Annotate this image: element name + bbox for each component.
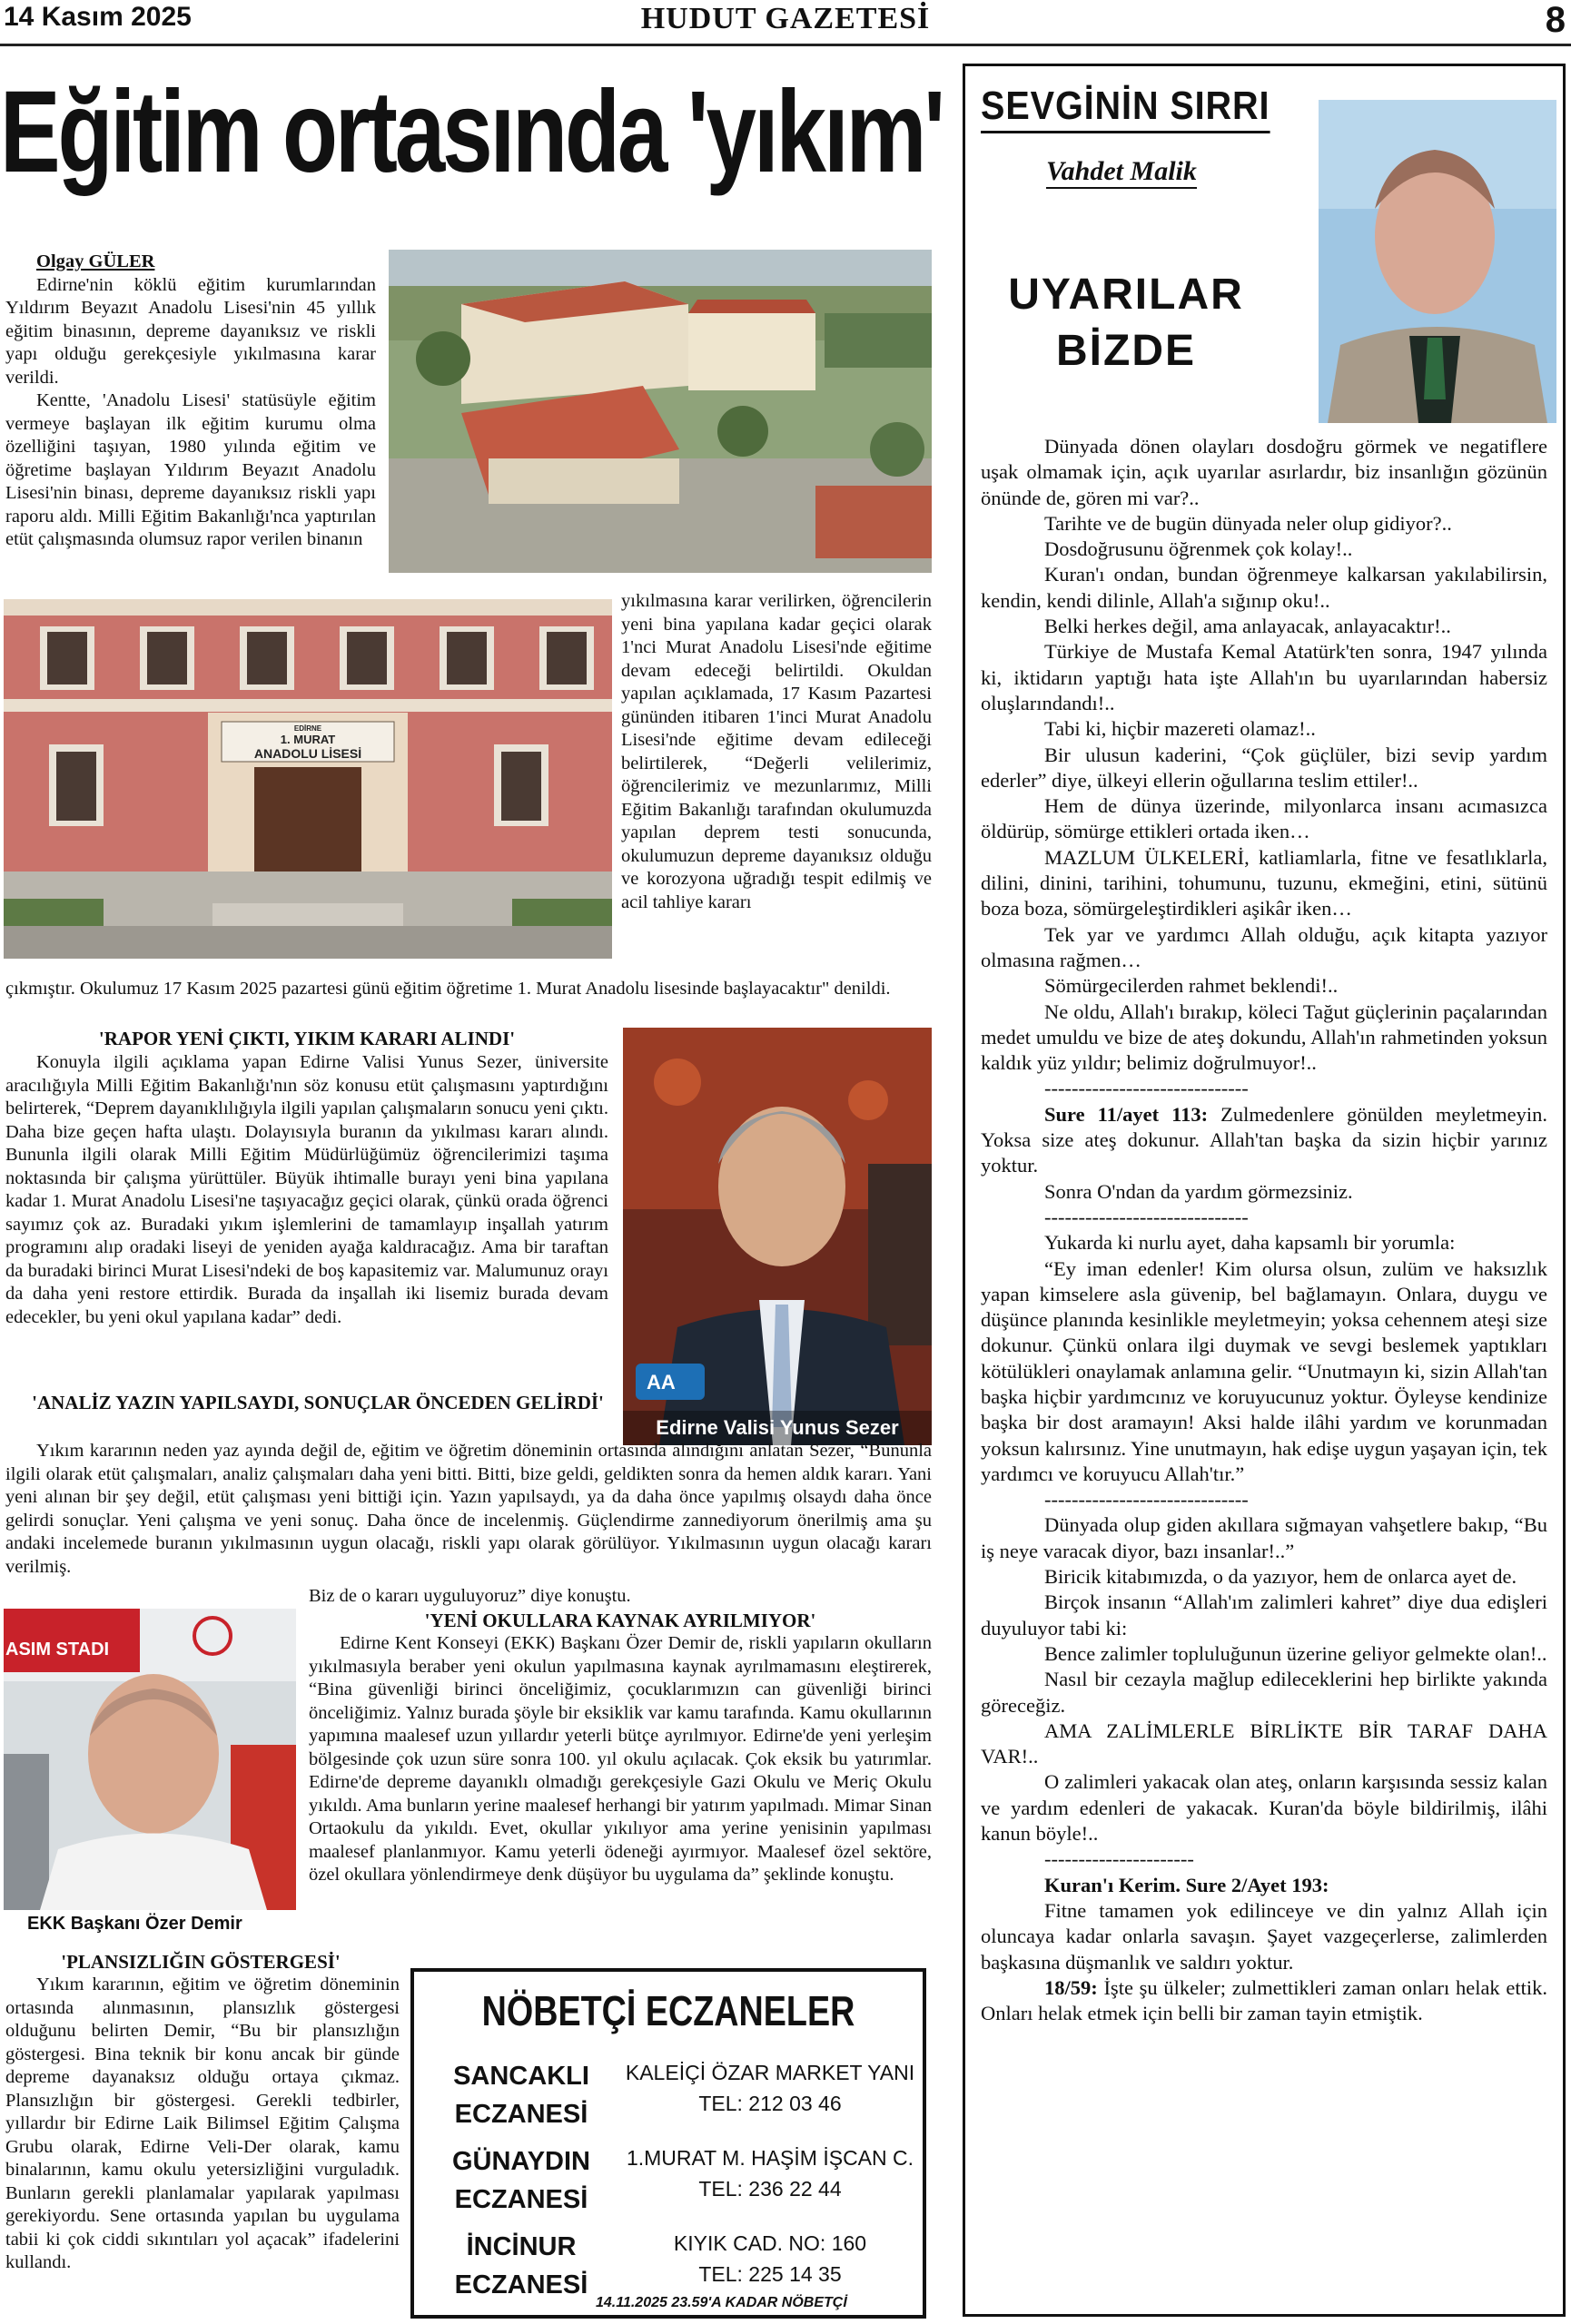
- section-2: [5, 1440, 932, 1579]
- column-title: [1008, 267, 1244, 379]
- column-paragraph: [981, 1898, 1547, 1975]
- subhead-1: 'RAPOR YENİ ÇIKTI, YIKIM KARARI ALINDI': [98, 1028, 516, 1049]
- verse-reference: 18/59:: [1044, 1975, 1098, 1999]
- governor-caption: Edirne Valisi Yunus Sezer: [623, 1411, 932, 1445]
- column-paragraph-text: Yukarda ki nurlu ayet, daha kapsamlı bir yorumla:: [1044, 1231, 1456, 1255]
- column-paragraph: [981, 1000, 1547, 1077]
- column-paragraph: [981, 1641, 1547, 1667]
- continuation-full: [5, 978, 932, 1001]
- subhead-3: 'YENİ OKULLARA KAYNAK AYRILMIYOR': [424, 1610, 816, 1631]
- column-paragraph: [981, 922, 1547, 974]
- section-2-end: Biz de o kararı uyguluyoruz” diye konuştu.: [309, 1586, 631, 1606]
- column-paragraph: [981, 973, 1547, 999]
- column-paragraph-text: ------------------------------: [1044, 1077, 1249, 1100]
- column-paragraph: [981, 1718, 1547, 1770]
- column-paragraph: [981, 1076, 1547, 1101]
- column-paragraph-text: Sömürgecilerden rahmet beklendi!..: [1044, 974, 1339, 998]
- pharmacy-name-line2: ECZANESİ: [454, 2100, 588, 2129]
- column-paragraph-text: Dünyada dönen olayları dosdoğru görmek ve negatiflere uşak olmamak için, açık uyarılar asırlardır, biz insanlığın gözünün önünde de, gören mi var?..: [981, 435, 1547, 509]
- pharmacy-note: 14.11.2025 23.59'A KADAR NÖBETÇİ: [596, 2295, 847, 2310]
- subhead-2: 'ANALİZ YAZIN YAPILSAYDI, SONUÇLAR ÖNCEDEN GELİRDİ': [32, 1392, 604, 1413]
- column-paragraph-text: MAZLUM ÜLKELERİ, katliamlarla, fitne ve fesatlıklarla, dilini, dinini, tarihini, tohumunu, tuzunu, ekmeğini, etini, sütünü boza boza, sömürgeleştirdikleri aşikâr iken…: [981, 845, 1547, 921]
- column-paragraph: [981, 511, 1547, 537]
- column-paragraph: [981, 1179, 1547, 1205]
- article-headline: Eğitim ortasında 'yıkım': [0, 67, 943, 197]
- column-paragraph-text: Türkiye de Mustafa Kemal Atatürk'ten sonra, 1947 yılında ki, iktidarın yaptığı hata işte Allah'ın bu uyarılarından habersiz oluşlarındandı!..: [981, 640, 1547, 714]
- column-paragraph-text: ------------------------------: [1044, 1205, 1249, 1228]
- column-paragraph-text: Tabi ki, hiçbir mazereti olamaz!..: [1044, 717, 1316, 741]
- column-paragraph: [981, 537, 1547, 562]
- ekk-president-photo: [4, 1609, 296, 1910]
- continuation-end: çıkmıştır. Okulumuz 17 Kasım 2025 pazartesi günü eğitim öğretime 1. Murat Anadolu lisesinde başlayacaktır" denildi.: [5, 979, 891, 999]
- pharmacy-name-line1: İNCİNUR: [466, 2232, 577, 2261]
- column-paragraph: [981, 1873, 1547, 1898]
- column-paragraph: [981, 1256, 1547, 1488]
- pharmacy-phone: TEL: 236 22 44: [698, 2177, 842, 2201]
- column-paragraph-text: Bence zalimler topluluğunun üzerine geliyor gelmekte olan!..: [1044, 1641, 1547, 1665]
- subhead-4: 'PLANSIZLIĞIN GÖSTERGESİ': [61, 1951, 341, 1973]
- column-paragraph: [981, 716, 1547, 742]
- pharmacy-name: [432, 2142, 610, 2219]
- aa-logo: AA: [647, 1371, 676, 1393]
- column-paragraph-text: Belki herkes değil, ama anlayacak, anlayacaktır!..: [1044, 615, 1451, 638]
- pharmacy-info: [625, 2228, 915, 2290]
- column-paragraph: [981, 1590, 1547, 1641]
- column-body: [981, 434, 1547, 2026]
- column-paragraph-text: Nasıl bir cezayla mağlup edileceklerini hep birlikte yakında göreceğiz.: [981, 1668, 1547, 1717]
- section-1-text: Konuyla ilgili açıklama yapan Edirne Valisi Yunus Sezer, üniversite aracılığıyla Milli Eğitim Bakanlığı'nın söz konusu etüt çalışmasını yaptırdığını belirterek, “Deprem dayanıklılığıyla ilgili yapılan çalışmaların sonucu yeni çıktı. Daha bize geçen hafta ulaştı. Dolayısıyla buranın da yıkılması kararı alındı. Bununla ilgili olarak Milli Eğitim Müdürlüğümüz öğrencilerimizi taşıma noktasında bir çalışma yürüttüler. Büyük ihtimalle burayı yeni bina yapılana kadar 1. Murat Anadolu Lisesi'ne taşıyacağız geçici olarak, çünkü orada öğrenci sayımız çok az. Buradaki yıkım işlemlerini de tamamlayıp inşallah yatırım programını alıp oradaki liseyi de yeniden ayağa kaldıracağız. Ama bir taraftan da buradaki birinci Murat Lisesi'ndeki de boş kapasitemiz var. Malumunuz orayı da daha yeni restore ettirdik. Burada da inşallah iki lisemiz burada devam edecekler, bu yeni okul yapılana kadar” dedi.: [5, 1052, 608, 1327]
- column-paragraph: [981, 743, 1547, 794]
- intro-paragraph-2: Kentte, 'Anadolu Lisesi' statüsüyle eğitim vermeye başlayan ilk eğitim kurumu olma özelliğini taşıyan, 1980 yılında eğitim ve öğretime başlayan Yıldırım Beyazıt Anadolu Lisesi'nin binası, depreme dayanıksız riskli yapı raporu aldı. Milli Eğitim Bakanlığı'nca yaptırılan etüt çalışmasında olumsuz rapor verilen binanın: [5, 390, 376, 549]
- governor-photo: [623, 1028, 932, 1445]
- column-paragraph: [981, 1230, 1547, 1256]
- intro-paragraph-1: Edirne'nin köklü eğitim kurumlarından Yıldırım Beyazıt Anadolu Lisesi'nin 45 yıllık eğitim binasının, depreme dayanıksız ve riskli yapı olduğu gerekçesiyle yıkılmasına karar verildi.: [5, 274, 376, 388]
- pharmacy-name-line1: GÜNAYDIN: [451, 2147, 590, 2176]
- issue-date: 14 Kasım 2025: [4, 2, 192, 32]
- column-paragraph: [981, 639, 1547, 716]
- column-paragraph-text: ------------------------------: [1044, 1488, 1249, 1512]
- column-paragraph: [981, 1769, 1547, 1846]
- column-paragraph-text: ----------------------: [1044, 1847, 1194, 1871]
- column-paragraph-text: Sonra O'ndan da yardım görmezsiniz.: [1044, 1179, 1353, 1203]
- section-3-text: Edirne Kent Konseyi (EKK) Başkanı Özer Demir de, riskli yapıların okulların yıkılmasıyla beraber yeni okulun yapılmasına kaynak ayrılmamasını eleştirerek, “Bina güvenliği birinci önceliğimiz, çocuklarımızın can güvenliği birinci önceliğimiz. Yalnız burada şöyle bir eksiklik var kamu tarafında. Kamu okullarının yapımına maalesef uzun yıllardır yeterli bütçe ayrılmıyor. Edirne'de yeni yerleşim bölgesinde çok uzun süre sonra 100. yıl okulu açılacak. Çok eksik bu yatırımlar. Edirne'de depreme dayanıklı olmadığı gerekçesiyle Gazi Okulu ve Meriç Okulu yıkıldı. Ama bunların yerine maalesef herhangi bir yatırım yapılmadı. Mimar Sinan Ortaokulu da yıkıldı. Evet, okullar yıkılıyor ama yerine yenisinin yapılması maalesef planlanmıyor. Kamu yeterli ödeneği ayırmıyor. Maalesef özel sektöre, özel okullara yönlendirmeye denk düşüyor bu uygulama da” şeklinde konuştu.: [309, 1633, 932, 1885]
- pharmacy-address: KIYIK CAD. NO: 160: [673, 2231, 867, 2255]
- section-2-end-wrap: [309, 1585, 672, 1609]
- column-paragraph: [981, 562, 1547, 614]
- column-paragraph: [981, 1102, 1547, 1179]
- column-paragraph: [981, 845, 1547, 922]
- school-sign-line2: 1. MURAT: [280, 733, 336, 746]
- pharmacy-name-line1: SANCAKLI: [453, 2062, 589, 2091]
- school-aerial-photo: [389, 250, 932, 573]
- column-paragraph-text: Bir ulusun kaderini, “Çok güçlüler, bizi sevip yardım ederler” diye, ülkeyi ellerin oğullarına teslim ettiler!..: [981, 743, 1547, 792]
- verse-reference: Kuran'ı Kerim. Sure 2/Ayet 193:: [1044, 1873, 1329, 1896]
- column-paragraph-text: Tarihte ve de bugün dünyada neler olup gidiyor?..: [1044, 511, 1452, 535]
- pharmacy-phone: TEL: 212 03 46: [698, 2092, 842, 2115]
- column-paragraph-text: Birçok insanın “Allah'ım zalimleri kahret” diye dua edişleri duyuluyor tabi ki:: [981, 1590, 1547, 1640]
- section-2-text: Yıkım kararının neden yaz ayında değil de, eğitim ve öğretim döneminin ortasında alındığını anlatan Sezer, “Bununla ilgili olarak etüt çalışmaları, analiz çalışmaları daha yeni bitti. Bitti, bize geldi, geldikten sonra da hemen aldık kararı. Yani yeni alınan bir şey değil, etüt çalışması yeni bittiği için. Yazın yapılsaydı, ya da daha önce yapılmış olsaydı daha önce gelirdi sonuçlar. Yeni çalışma ve yeni sonuç. Daha önce de incelenmiş. Güçlendirme zannediyorum önerilmiş ama şu andaki incelemede buranın yıkılmasının uygun olacağı, riskli yapı olarak görülüyor. Yıkılmasının uygun olacağı kararı verilmiş.: [5, 1441, 932, 1577]
- pharmacy-name: [432, 2228, 610, 2304]
- column-kicker: SEVGİNİN SIRRI: [981, 84, 1270, 133]
- section-3: [309, 1632, 932, 1887]
- column-paragraph-text: AMA ZALİMLERLE BİRLİKTE BİR TARAF DAHA VAR!..: [981, 1718, 1547, 1768]
- byline: Olgay GÜLER: [36, 251, 155, 271]
- column-paragraph: [981, 614, 1547, 639]
- column-paragraph: [981, 434, 1547, 511]
- pharmacy-address: 1.MURAT M. HAŞİM İŞCAN C.: [626, 2146, 914, 2170]
- pharmacy-info: [625, 2142, 915, 2204]
- pharmacy-name-line2: ECZANESİ: [454, 2185, 588, 2214]
- column-paragraph-text: İşte şu ülkeler; zulmettikleri zaman onları helak ettik. Onları helak etmek için belli bir zaman tayin etmiştik.: [981, 1975, 1547, 2025]
- column-paragraph-text: “Ey iman edenler! Kim olursa olsun, zulüm ve haksızlık yapan kimselere asla güvenip, bel bağlamayın. Onlara, duygu ve düşünce planında kesinlikle meyletmeyin; yoksa cehennem ateşi size dokunur. Çünkü onlara ilgi duymak ve sevgi beslemek yaptıkları kötülükleri onaylamak anlamına gelir. “Unutmayın ki, sizin Allah'tan başka hiçbir yardımcınız ve koruyucunuz yoktur. Öyleyse kendinize başka bir dost aramayın! Aksi halde ilâhi yardım ve korunmadan yoksun kalırsınız. Yine unutmayın, hak edişe uygun yaşayan için, tek yardımcı ve koruyucu Allah'tır.”: [981, 1256, 1547, 1485]
- article-continuation: [621, 590, 932, 914]
- column-paragraph-text: Fitne tamamen yok edilinceye ve din yalnız Allah için oluncaya kadar onlarla savaşın. Şayet vazgeçerlerse, zalimlerden başkasına düşmanlık ve saldırı yoktur.: [981, 1898, 1547, 1974]
- column-paragraph-text: Ne oldu, Allah'ı bırakıp, köleci Tağut güçlerinin paçalarından medet umuldu ve bize de ateş dokundu, Allah'ın rahmetinden yoksun kaldık yüz yıldır; belimiz doğrulmuyor!..: [981, 1000, 1547, 1075]
- column-author: Vahdet Malik: [1046, 156, 1197, 189]
- pharmacy-info: [625, 2057, 915, 2119]
- school-sign-line1: EDİRNE: [293, 724, 322, 733]
- column-paragraph-text: Tek yar ve yardımcı Allah olduğu, açık kitapta yazıyor olmasına rağmen…: [981, 922, 1547, 971]
- author-photo: [1319, 100, 1556, 423]
- newspaper-name: HUDUT GAZETESİ: [640, 2, 931, 35]
- column-paragraph-text: O zalimleri yakacak olan ateş, onların karşısında sessiz kalan ve yardım edenleri de yakacak. Kuran'da böyle bildirilmiş, ilâhi kanun böyle!..: [981, 1770, 1547, 1846]
- column-paragraph-text: Biricik kitabımızda, o da yazıyor, hem de onlarca ayet de.: [1044, 1565, 1517, 1589]
- pharmacy-phone: TEL: 225 14 35: [698, 2262, 842, 2286]
- column-paragraph: [981, 1667, 1547, 1718]
- stadium-sign: ASIM STADI: [5, 1640, 110, 1659]
- column-title-line2: BİZDE: [1056, 327, 1196, 375]
- header-rule: [0, 44, 1571, 46]
- section-4-text: Yıkım kararının, eğitim ve öğretim döneminin ortasında alınmasının, plansızlık göstergesi olduğunu belirten Demir, “Bu bir plansızlığın göstergesi. Bina teknik bir konu ancak bir günde depreme dayanaksız olduğu ortaya çıkmaz. Plansızlığın bir göstergesi. Gerekli tedbirler, yıllardır bir Edirne Laik Bilimsel Eğitim Çalışma Grubu olarak, Edirne Veli-Der olarak, kamu binalarının, kamu okulu yetersizliğini vurguladık. Bunların gerekli planlamalar yapılarak yapılması gerekiyordu. Sene ortasında yapılan bu uygulama tabii ki çok ciddi sıkıntıları yol açacak” ifadelerini kullandı.: [5, 1974, 400, 2272]
- page-number: 8: [1545, 0, 1566, 40]
- column-paragraph: [981, 1975, 1547, 2027]
- column-paragraph-text: Dosdoğrusunu öğrenmek çok kolay!..: [1044, 537, 1353, 561]
- section-1: [5, 1051, 608, 1329]
- pharmacy-title: NÖBETÇİ ECZANELER: [481, 1987, 855, 2034]
- article-intro: [5, 251, 376, 552]
- pharmacy-name: [432, 2057, 610, 2133]
- school-sign-line3: ANADOLU LİSESİ: [253, 746, 362, 761]
- column-paragraph-text: Hem de dünya üzerinde, milyonlarca insanı acımasızca öldürüp, sömürge ettikleri ortada iken…: [981, 794, 1547, 843]
- column-paragraph: [981, 1487, 1547, 1512]
- pharmacy-name-line2: ECZANESİ: [454, 2270, 588, 2299]
- ekk-caption: EKK Başkanı Özer Demir: [27, 1914, 242, 1934]
- school-entrance-photo: [4, 599, 612, 959]
- section-4: [5, 1974, 400, 2275]
- column-title-line1: UYARILAR: [1008, 271, 1244, 319]
- continuation-paragraph: yıkılmasına karar verilirken, öğrencilerin yeni bina yapılana kadar geçici olarak 1'nci Murat Anadolu Lisesi'nde eğitime devam edeceği belirtildi. Okuldan yapılan açıklamada, 17 Kasım Pazartesi gününden itibaren 1'inci Murat Anadolu Lisesi'nde eğitime devam edileceği belirtilerek, “Değerli velilerimiz, öğrencilerimiz ve mezunlarımız, Milli Eğitim Bakanlığı tarafından okulumuzda yapılan deprem testi sonucunda, okulumuzun depreme dayanıksız olduğu ve korozyona uğradığı tespit edilmiş ve acil tahliye kararı: [621, 591, 932, 912]
- pharmacy-address: KALEİÇİ ÖZAR MARKET YANI: [625, 2061, 915, 2084]
- column-paragraph-text: Kuran'ı ondan, bundan öğrenmeye kalkarsan yakılabilirsin, kendin, kendi dilinle, Allah'a sığınıp oku!..: [981, 563, 1547, 612]
- column-paragraph-text: Zulmedenlere gönülden meyletmeyin. Yoksa size ateş dokunur. Allah'tan başka da sizin hiçbir yarınız yoktur.: [981, 1102, 1547, 1177]
- column-paragraph-text: Dünyada olup giden akıllara sığmayan vahşetlere bakıp, “Bu iş neye varacak diyor, bazı insanlar!..”: [981, 1513, 1547, 1562]
- column-paragraph: [981, 1564, 1547, 1590]
- column-paragraph: [981, 793, 1547, 845]
- verse-reference: Sure 11/ayet 113:: [1044, 1102, 1209, 1126]
- column-paragraph: [981, 1205, 1547, 1230]
- column-paragraph: [981, 1512, 1547, 1564]
- column-paragraph: [981, 1846, 1547, 1872]
